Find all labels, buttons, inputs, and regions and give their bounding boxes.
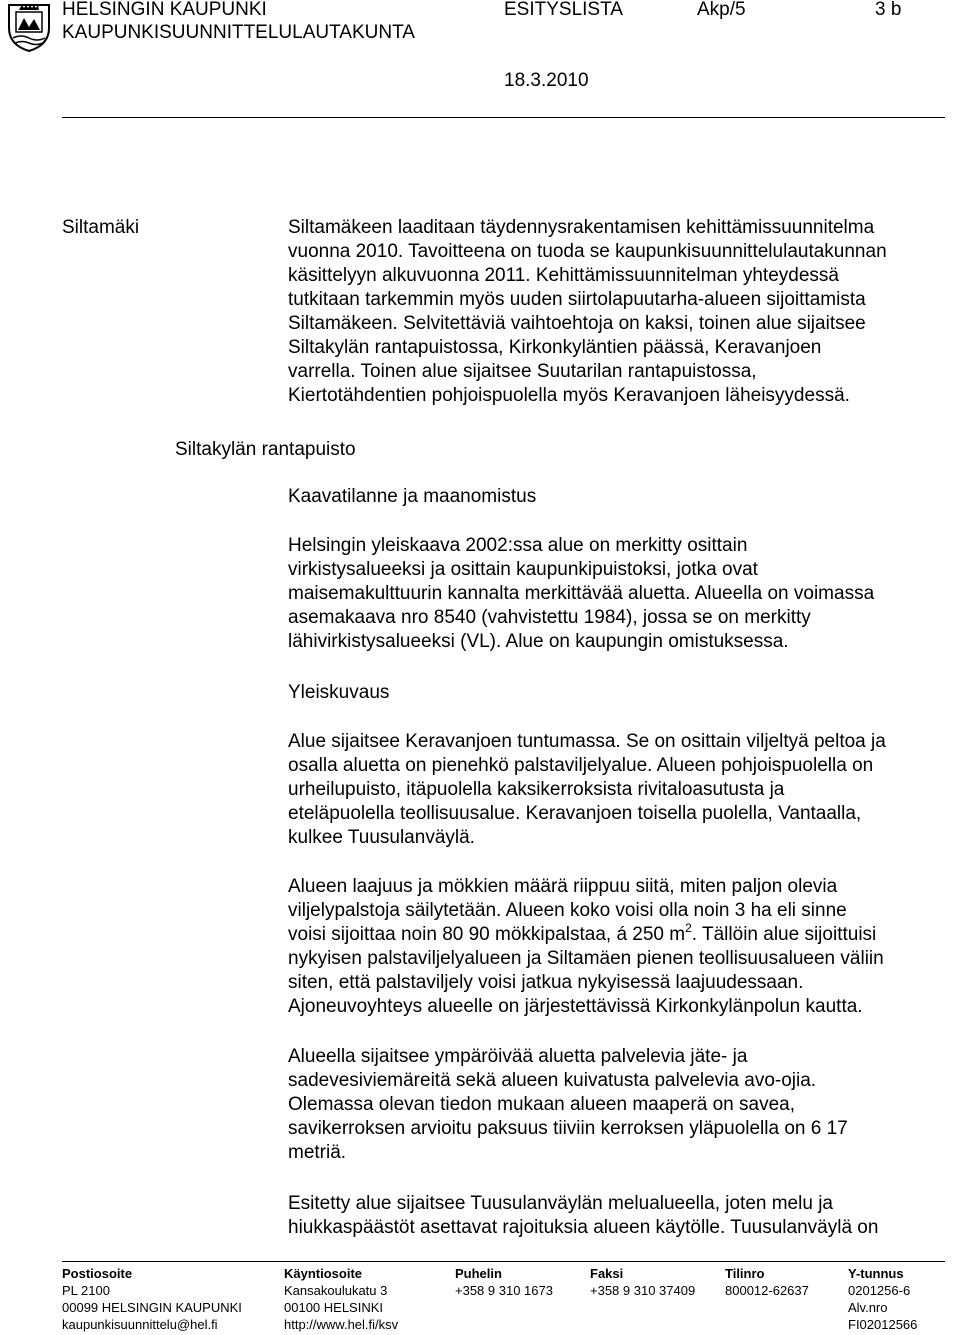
document-reference: Akp/5 xyxy=(697,0,746,20)
text-line: Siltakylän rantapuistossa, Kirkonkyläntien päässä, Keravanjoen xyxy=(288,337,822,358)
committee-name: KAUPUNKISUUNNITTELULAUTAKUNTA xyxy=(62,22,415,43)
footer-faksi xyxy=(590,1265,695,1299)
footer-label: Käyntiosoite xyxy=(284,1266,363,1281)
text-line: tutkitaan tarkemmin myös uuden siirtolapuutarha-alueen sijoittamista xyxy=(288,289,866,310)
yleiskuvaus-paragraph-2 xyxy=(288,875,948,1019)
footer-kayntiosoite xyxy=(284,1265,398,1333)
footer-value: Alv.nro xyxy=(848,1300,888,1315)
text-line: sadevesiviemäreitä sekä alueen kuivatusta palvelevia avo-ojia. xyxy=(288,1070,817,1091)
kaava-paragraph xyxy=(288,534,948,654)
document-type: ESITYSLISTA xyxy=(504,0,623,20)
footer-website: http://www.hel.fi/ksv xyxy=(284,1317,399,1332)
text-line: virkistysalueeksi ja osittain kaupunkipuistoksi, jotka ovat xyxy=(288,559,758,580)
text-line: Alue sijaitsee Keravanjoen tuntumassa. Se on osittain viljeltyä peltoa ja xyxy=(288,731,886,752)
text-line: siten, että palstaviljely voisi jatkua nykyisessä laajuudessaan. xyxy=(288,972,804,993)
item-number: 3 b xyxy=(875,0,902,20)
text-line: maisemakulttuurin kannalta merkittävää aluetta. Alueella on voimassa xyxy=(288,583,875,604)
side-heading-siltamaki: Siltamäki xyxy=(62,217,140,238)
side-heading-siltakyla: Siltakylän rantapuisto xyxy=(175,439,356,460)
text-line: Kiertotähdentien pohjoispuolella myös Keravanjoen läheisyydessä. xyxy=(288,385,850,406)
text-line: Alueella sijaitsee ympäröivää aluetta palvelevia jäte- ja xyxy=(288,1046,748,1067)
text-line: savikerroksen arvioitu paksuus tiiviin kerroksen yläpuolella on 6 17 xyxy=(288,1118,848,1139)
text-line: eteläpuolella teollisuusalue. Keravanjoen toisella puolella, Vantaalla, xyxy=(288,803,862,824)
text-line: metriä. xyxy=(288,1142,347,1163)
text-line: osalla aluetta on pienehkö palstaviljelyalue. Alueen pohjoispuolella on xyxy=(288,755,874,776)
footer-value: +358 9 310 1673 xyxy=(455,1283,553,1298)
yleiskuvaus-paragraph-4 xyxy=(288,1192,948,1240)
text-line: asemakaava nro 8540 (vahvistettu 1984), jossa se on merkitty xyxy=(288,607,811,628)
footer-tilinro xyxy=(725,1265,809,1299)
text-line: viljelypalstoja säilytetään. Alueen koko voisi olla noin 3 ha eli sinne xyxy=(288,900,847,921)
footer-value: 00099 HELSINGIN KAUPUNKI xyxy=(62,1300,242,1315)
text-line xyxy=(288,923,948,947)
text-line: urheilupuisto, itäpuolella kaksikerroksista rivitaloasutusta ja xyxy=(288,779,785,800)
footer-label: Tilinro xyxy=(725,1266,765,1281)
footer-value: 00100 HELSINKI xyxy=(284,1300,384,1315)
footer-label: Puhelin xyxy=(455,1266,502,1281)
text-line: Siltamäkeen laaditaan täydennysrakentamisen kehittämissuunnitelma xyxy=(288,217,875,238)
footer-value: FI02012566 xyxy=(848,1317,918,1332)
footer-email: kaupunkisuunnittelu@hel.fi xyxy=(62,1317,218,1332)
intro-paragraph xyxy=(288,216,948,408)
text-line: Helsingin yleiskaava 2002:ssa alue on merkitty osittain xyxy=(288,535,748,556)
footer-value: 0201256-6 xyxy=(848,1283,911,1298)
text-line: nykyisen palstaviljelyalueen ja Siltamäen pienen teollisuusalueen väliin xyxy=(288,948,884,969)
footer-value: +358 9 310 37409 xyxy=(590,1283,696,1298)
text-line: käsittelyyn alkuvuonna 2011. Kehittämissuunnitelman yhteydessä xyxy=(288,265,839,286)
text-line: Siltamäkeen. Selvitettäviä vaihtoehtoja on kaksi, toinen alue sijaitsee xyxy=(288,313,866,334)
text-line: Esitetty alue sijaitsee Tuusulanväylän melualueella, joten melu ja xyxy=(288,1193,833,1214)
text-line: Alueen laajuus ja mökkien määrä riippuu siitä, miten paljon olevia xyxy=(288,876,838,897)
footer-label: Postiosoite xyxy=(62,1266,133,1281)
org-name: HELSINGIN KAUPUNKI xyxy=(62,0,267,20)
text-line: kulkee Tuusulanväylä. xyxy=(288,827,475,848)
text-segment: . Tällöin alue sijoittuisi xyxy=(691,924,877,945)
superscript: 2 xyxy=(685,921,692,935)
footer-value: PL 2100 xyxy=(62,1283,110,1298)
text-line: Ajoneuvoyhteys alueelle on järjestettävissä Kirkonkylänpolun kautta. xyxy=(288,996,863,1017)
footer-value: 800012-62637 xyxy=(725,1283,809,1298)
section-heading-kaavatilanne: Kaavatilanne ja maanomistus xyxy=(288,486,537,507)
text-line: lähivirkistysalueeksi (VL). Alue on kaupungin omistuksessa. xyxy=(288,631,789,652)
footer-label: Faksi xyxy=(590,1266,624,1281)
text-line: vuonna 2010. Tavoitteena on tuoda se kaupunkisuunnittelulautakunnan xyxy=(288,241,887,262)
footer-ytunnus xyxy=(848,1265,917,1333)
meeting-date: 18.3.2010 xyxy=(504,70,589,91)
text-line: Olemassa olevan tiedon mukaan alueen maaperä on savea, xyxy=(288,1094,795,1115)
section-heading-yleiskuvaus: Yleiskuvaus xyxy=(288,682,390,703)
header-rule xyxy=(62,117,945,118)
footer-value: Kansakoulukatu 3 xyxy=(284,1283,388,1298)
helsinki-crest-logo xyxy=(6,2,52,52)
footer-postiosoite xyxy=(62,1265,242,1333)
yleiskuvaus-paragraph-3 xyxy=(288,1045,948,1165)
text-line: hiukkaspäästöt asettavat rajoituksia alueen käytölle. Tuusulanväylä on xyxy=(288,1217,879,1238)
footer-puhelin xyxy=(455,1265,553,1299)
text-line: varrella. Toinen alue sijaitsee Suutarilan rantapuistossa, xyxy=(288,361,757,382)
yleiskuvaus-paragraph-1 xyxy=(288,730,948,850)
footer-label: Y-tunnus xyxy=(848,1266,904,1281)
text-segment: voisi sijoittaa noin 80 90 mökkipalstaa, á 250 m xyxy=(288,924,686,945)
footer-rule xyxy=(62,1261,945,1262)
